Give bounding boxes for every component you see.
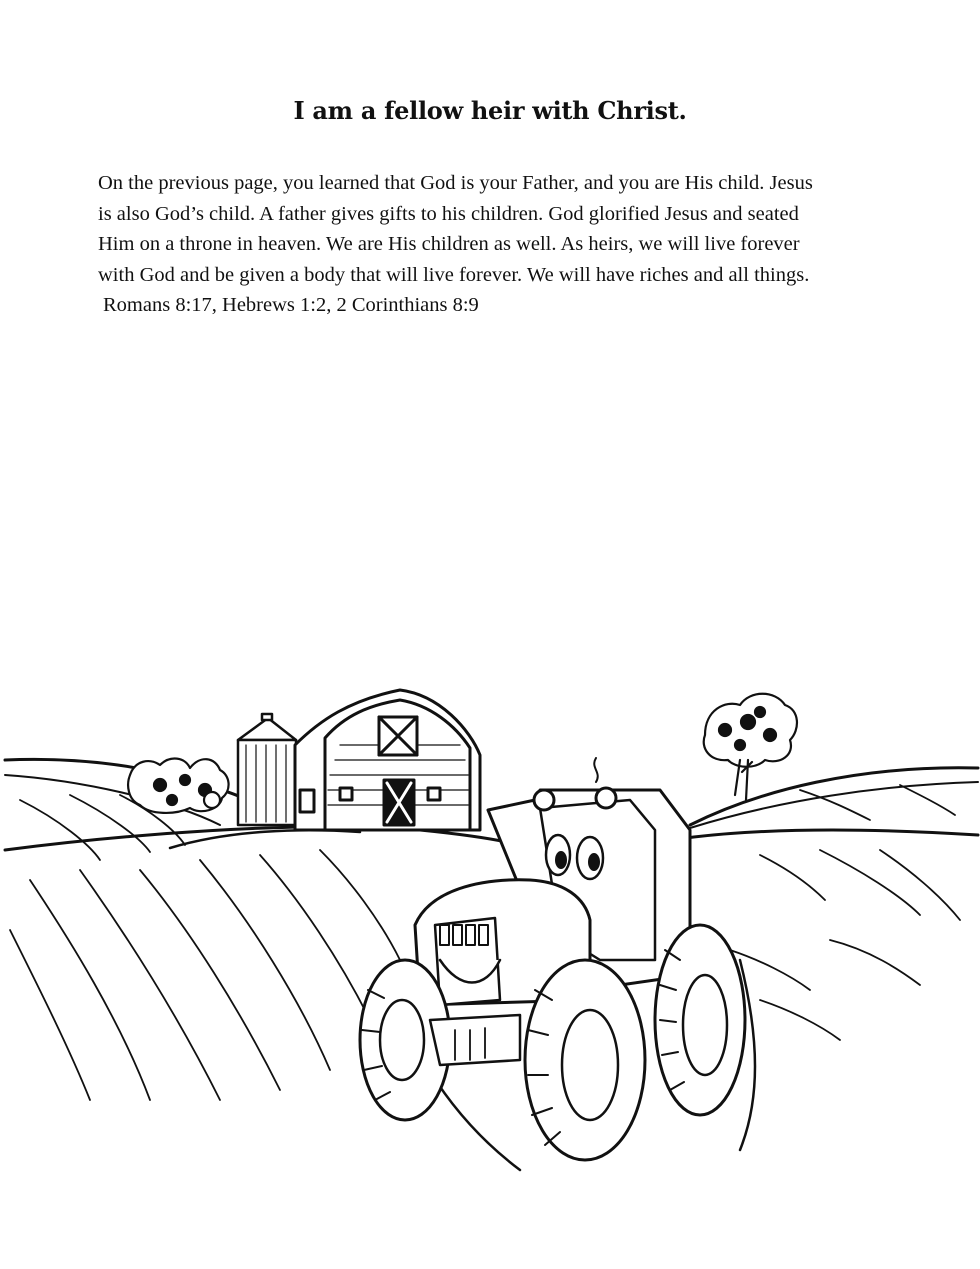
body-line: On the previous page, you learned that God is your Father, and you are His child. Jesus [98, 172, 813, 194]
tree [704, 694, 797, 800]
body-line: with God and be given a body that will live forever. We will have riches and all things. [98, 263, 810, 286]
scripture-references: Romans 8:17, Hebrews 1:2, 2 Corinthians 8:9 [103, 294, 479, 317]
body-line: is also God’s child. A father gives gifts to his children. God glorified Jesus and seated [98, 202, 799, 225]
farm-scene-illustration [0, 680, 980, 1180]
silo [238, 714, 296, 825]
body-text [98, 168, 888, 321]
body-line: Him on a throne in heaven. We are His children as well. As heirs, we will live forever [98, 233, 800, 256]
page-title: I am a fellow heir with Christ. [293, 96, 687, 125]
barn [295, 690, 480, 830]
bushes [128, 759, 228, 813]
